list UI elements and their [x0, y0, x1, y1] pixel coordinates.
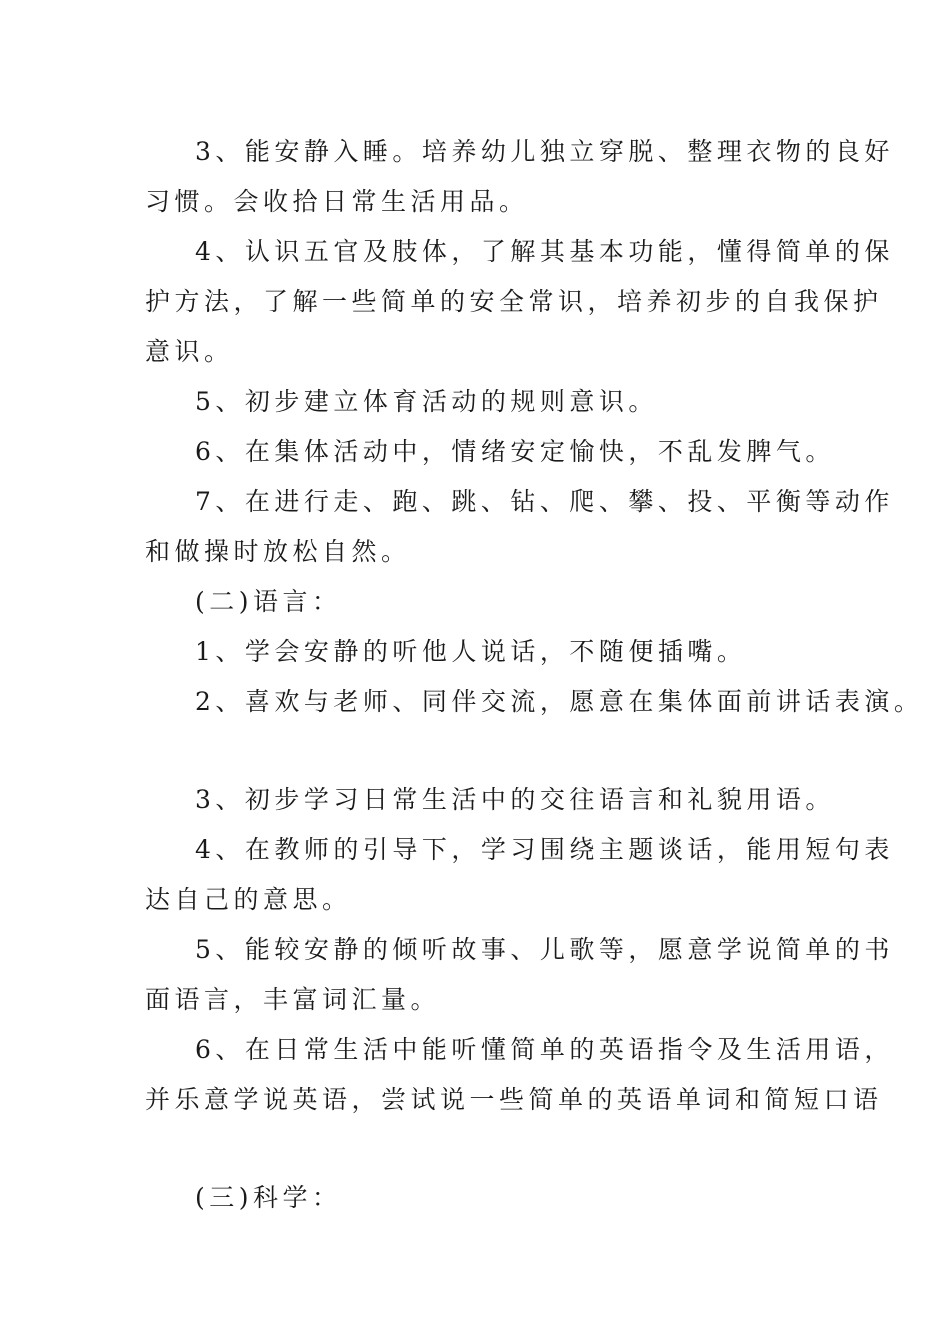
paragraph-line: 6、在日常生活中能听懂简单的英语指令及生活用语，: [195, 1035, 894, 1064]
paragraph-line: 3、能安静入睡。培养幼儿独立穿脱、整理衣物的良好: [195, 137, 894, 166]
paragraph-line: 面语言，丰富词汇量。: [145, 985, 441, 1014]
section-heading: (二)语言：: [195, 587, 342, 616]
paragraph-line: 护方法，了解一些简单的安全常识，培养初步的自我保护: [145, 287, 883, 316]
paragraph-line: 5、初步建立体育活动的规则意识。: [195, 387, 658, 416]
paragraph-line: 7、在进行走、跑、跳、钻、爬、攀、投、平衡等动作: [195, 487, 894, 516]
paragraph-line: 4、认识五官及肢体，了解其基本功能，懂得简单的保: [195, 237, 894, 266]
paragraph-line: 1、学会安静的听他人说话，不随便插嘴。: [195, 637, 747, 666]
paragraph-line: 意识。: [145, 337, 234, 366]
paragraph-line: 并乐意学说英语，尝试说一些简单的英语单词和简短口语: [145, 1085, 883, 1114]
paragraph-line: 和做操时放松自然。: [145, 537, 411, 566]
paragraph-line: 3、初步学习日常生活中的交往语言和礼貌用语。: [195, 785, 835, 814]
paragraph-line: 5、能较安静的倾听故事、儿歌等，愿意学说简单的书: [195, 935, 894, 964]
paragraph-line: 达自己的意思。: [145, 885, 352, 914]
paragraph-line: 6、在集体活动中，情绪安定愉快，不乱发脾气。: [195, 437, 835, 466]
section-heading: (三)科学：: [195, 1183, 342, 1212]
paragraph-line: 2、喜欢与老师、同伴交流，愿意在集体面前讲话表演。: [195, 687, 924, 716]
paragraph-line: 4、在教师的引导下，学习围绕主题谈话，能用短句表: [195, 835, 894, 864]
paragraph-line: 习惯。会收拾日常生活用品。: [145, 187, 529, 216]
